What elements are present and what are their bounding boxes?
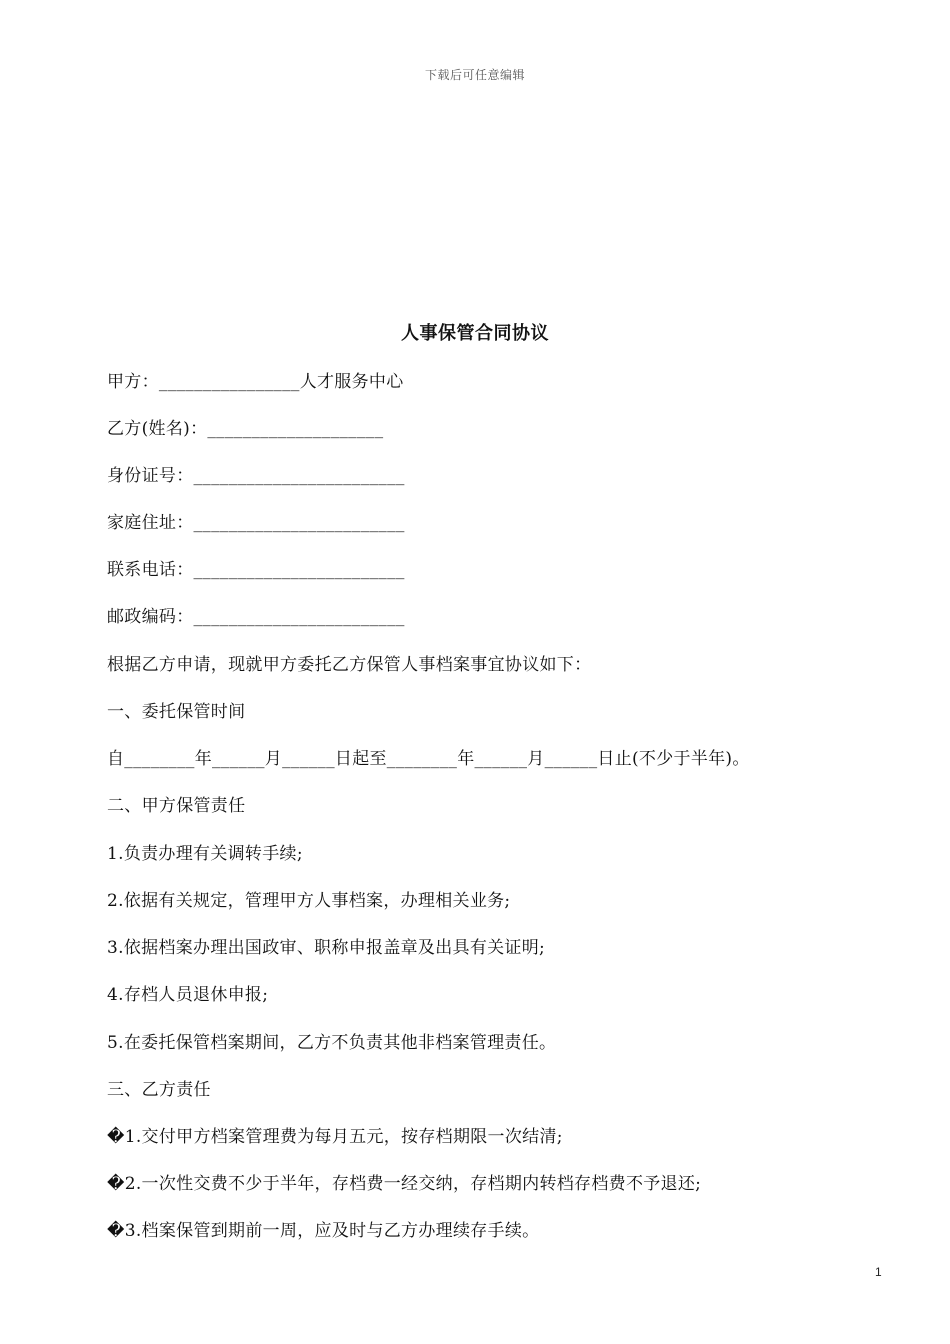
document-title: 人事保管合同协议 xyxy=(401,323,549,344)
intro-paragraph: 根据乙方申请，现就甲方委托乙方保管人事档案事宜协议如下： xyxy=(107,655,592,675)
section-3-heading: 三、乙方责任 xyxy=(107,1080,211,1100)
page-number: 1 xyxy=(875,1265,882,1279)
list-item: �1.交付甲方档案管理费为每月五元，按存档期限一次结清; xyxy=(107,1127,563,1147)
section-1-heading: 一、委托保管时间 xyxy=(107,702,246,722)
list-item: 4.存档人员退休申报; xyxy=(107,985,269,1005)
list-item: 3.依据档案办理出国政审、职称申报盖章及出具有关证明; xyxy=(107,938,546,958)
id-number-line: 身份证号：________________________ xyxy=(107,466,405,486)
period-line: 自________年______月______日起至________年______月______日止(不少于半年)。 xyxy=(107,749,750,769)
list-item: 1.负责办理有关调转手续; xyxy=(107,844,303,864)
postcode-line: 邮政编码：________________________ xyxy=(107,607,405,627)
list-item: �2.一次性交费不少于半年，存档费一经交纳，存档期内转档存档费不予退还; xyxy=(107,1174,702,1194)
list-item: 2.依据有关规定，管理甲方人事档案，办理相关业务; xyxy=(107,891,511,911)
party-a-line: 甲方：________________人才服务中心 xyxy=(107,372,404,392)
section-2-heading: 二、甲方保管责任 xyxy=(107,796,246,816)
list-item: �3.档案保管到期前一周，应及时与乙方办理续存手续。 xyxy=(107,1221,540,1241)
address-line: 家庭住址：________________________ xyxy=(107,513,405,533)
list-item: 5.在委托保管档案期间，乙方不负责其他非档案管理责任。 xyxy=(107,1033,557,1053)
phone-line: 联系电话：________________________ xyxy=(107,560,405,580)
party-b-line: 乙方(姓名)：____________________ xyxy=(107,419,384,439)
header-note: 下载后可任意编辑 xyxy=(424,68,525,82)
